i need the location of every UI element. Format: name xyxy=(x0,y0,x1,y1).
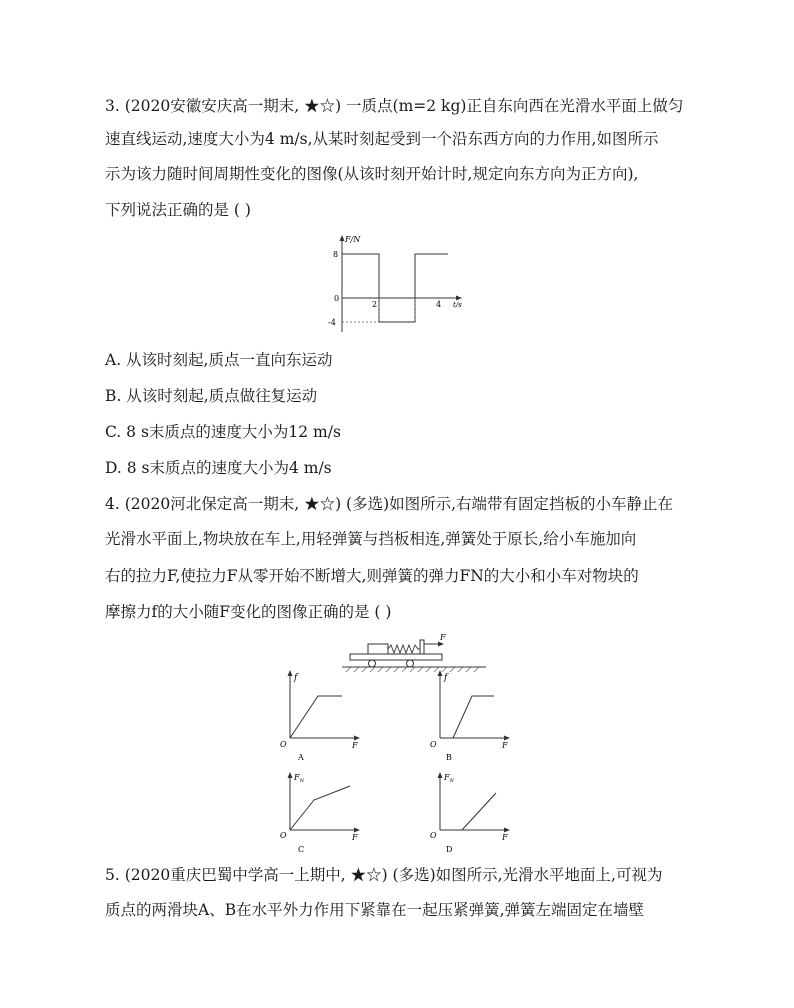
q3-force-time-graph xyxy=(322,232,472,338)
y-tick-0: 0 xyxy=(334,294,340,303)
y-axis-label: f xyxy=(294,673,298,683)
x-axis-arrow-icon xyxy=(354,736,360,741)
q5-line-2: 质点的两滑块A、B在水平外力作用下紧靠在一起压紧弹簧,弹簧左端固定在墙壁 xyxy=(105,901,645,919)
graph-caption: A xyxy=(298,753,304,762)
x-axis-arrow-icon xyxy=(504,828,510,833)
q4-graph-c xyxy=(276,770,366,862)
graph-curve xyxy=(440,793,496,830)
y-tick-neg4: -4 xyxy=(328,318,336,327)
x-axis-arrow-icon xyxy=(504,736,510,741)
y-axis-label: $F_N$ xyxy=(294,773,304,784)
x-axis-label: F xyxy=(502,833,508,842)
x-axis-label: F xyxy=(352,833,358,842)
origin-label: O xyxy=(430,740,437,749)
q3-line-1: 3. (2020安徽安庆高一期末, ★☆) 一质点(m=2 kg)正自东向西在光滑水平面上做匀 xyxy=(105,97,684,115)
y-axis-arrow-icon xyxy=(288,670,293,676)
q3-line-4: 下列说法正确的是 ( ) xyxy=(105,201,251,219)
q4-line-1: 4. (2020河北保定高一期末, ★☆) (多选)如图所示,右端带有固定挡板的小车静止在 xyxy=(105,495,674,513)
q4-graph-b xyxy=(426,668,516,766)
x-axis-label: F xyxy=(352,741,358,750)
y-axis-arrow-icon xyxy=(288,772,293,778)
force-curve xyxy=(342,254,448,322)
spring xyxy=(388,645,420,653)
y-tick-8: 8 xyxy=(333,250,339,259)
q3-option-c: C. 8 s末质点的速度大小为12 m/s xyxy=(105,423,341,441)
arrow-right-icon xyxy=(438,642,444,647)
graph-curve xyxy=(290,786,350,830)
x-axis-label: F xyxy=(502,741,508,750)
q5-line-1: 5. (2020重庆巴蜀中学高一上期中, ★☆) (多选)如图所示,光滑水平地面上,可视为 xyxy=(105,866,663,884)
x-tick-4: 4 xyxy=(436,300,442,309)
graph-caption: C xyxy=(298,845,305,854)
cart-body xyxy=(350,654,442,660)
y-axis-arrow-icon xyxy=(340,235,345,241)
q3-option-b: B. 从该时刻起,质点做往复运动 xyxy=(105,387,318,405)
y-axis-arrow-icon xyxy=(438,772,443,778)
q3-option-a: A. 从该时刻起,质点一直向东运动 xyxy=(105,351,333,369)
graph-caption: B xyxy=(446,753,452,762)
q3-option-d: D. 8 s末质点的速度大小为4 m/s xyxy=(105,459,332,477)
y-axis-label: F/N xyxy=(345,235,361,244)
graph-caption: D xyxy=(446,845,453,854)
graph-curve xyxy=(290,696,342,738)
x-axis-arrow-icon xyxy=(354,828,360,833)
q4-line-3: 右的拉力F,使拉力F从零开始不断增大,则弹簧的弹力FN的大小和小车对物块的 xyxy=(105,567,639,585)
x-axis-label: t/s xyxy=(453,301,462,309)
q4-line-4: 摩擦力f的大小随F变化的图像正确的是 ( ) xyxy=(105,603,392,621)
y-axis-arrow-icon xyxy=(438,670,443,676)
wheel-icon xyxy=(369,660,376,667)
q3-line-2: 速直线运动,速度大小为4 m/s,从某时刻起受到一个沿东西方向的力作用,如图所示 xyxy=(105,130,659,148)
y-axis-label: $F_N$ xyxy=(444,773,454,784)
origin-label: O xyxy=(280,740,287,749)
x-axis-arrow-icon xyxy=(456,296,462,301)
x-tick-2: 2 xyxy=(372,300,378,309)
wheel-icon xyxy=(407,660,414,667)
q3-line-3: 示为该力随时间周期性变化的图像(从该时刻开始计时,规定向东方向为正方向), xyxy=(105,165,639,183)
block xyxy=(368,644,388,654)
q4-graph-a xyxy=(276,668,366,766)
q4-graph-d xyxy=(426,770,516,862)
baffle xyxy=(420,640,424,654)
origin-label: O xyxy=(280,831,287,840)
origin-label: O xyxy=(430,831,437,840)
force-label: F xyxy=(440,633,446,642)
y-axis-label: f xyxy=(444,673,448,683)
q4-line-2: 光滑水平面上,物块放在车上,用轻弹簧与挡板相连,弹簧处于原长,给小车施加向 xyxy=(105,530,637,548)
graph-curve xyxy=(453,696,494,738)
